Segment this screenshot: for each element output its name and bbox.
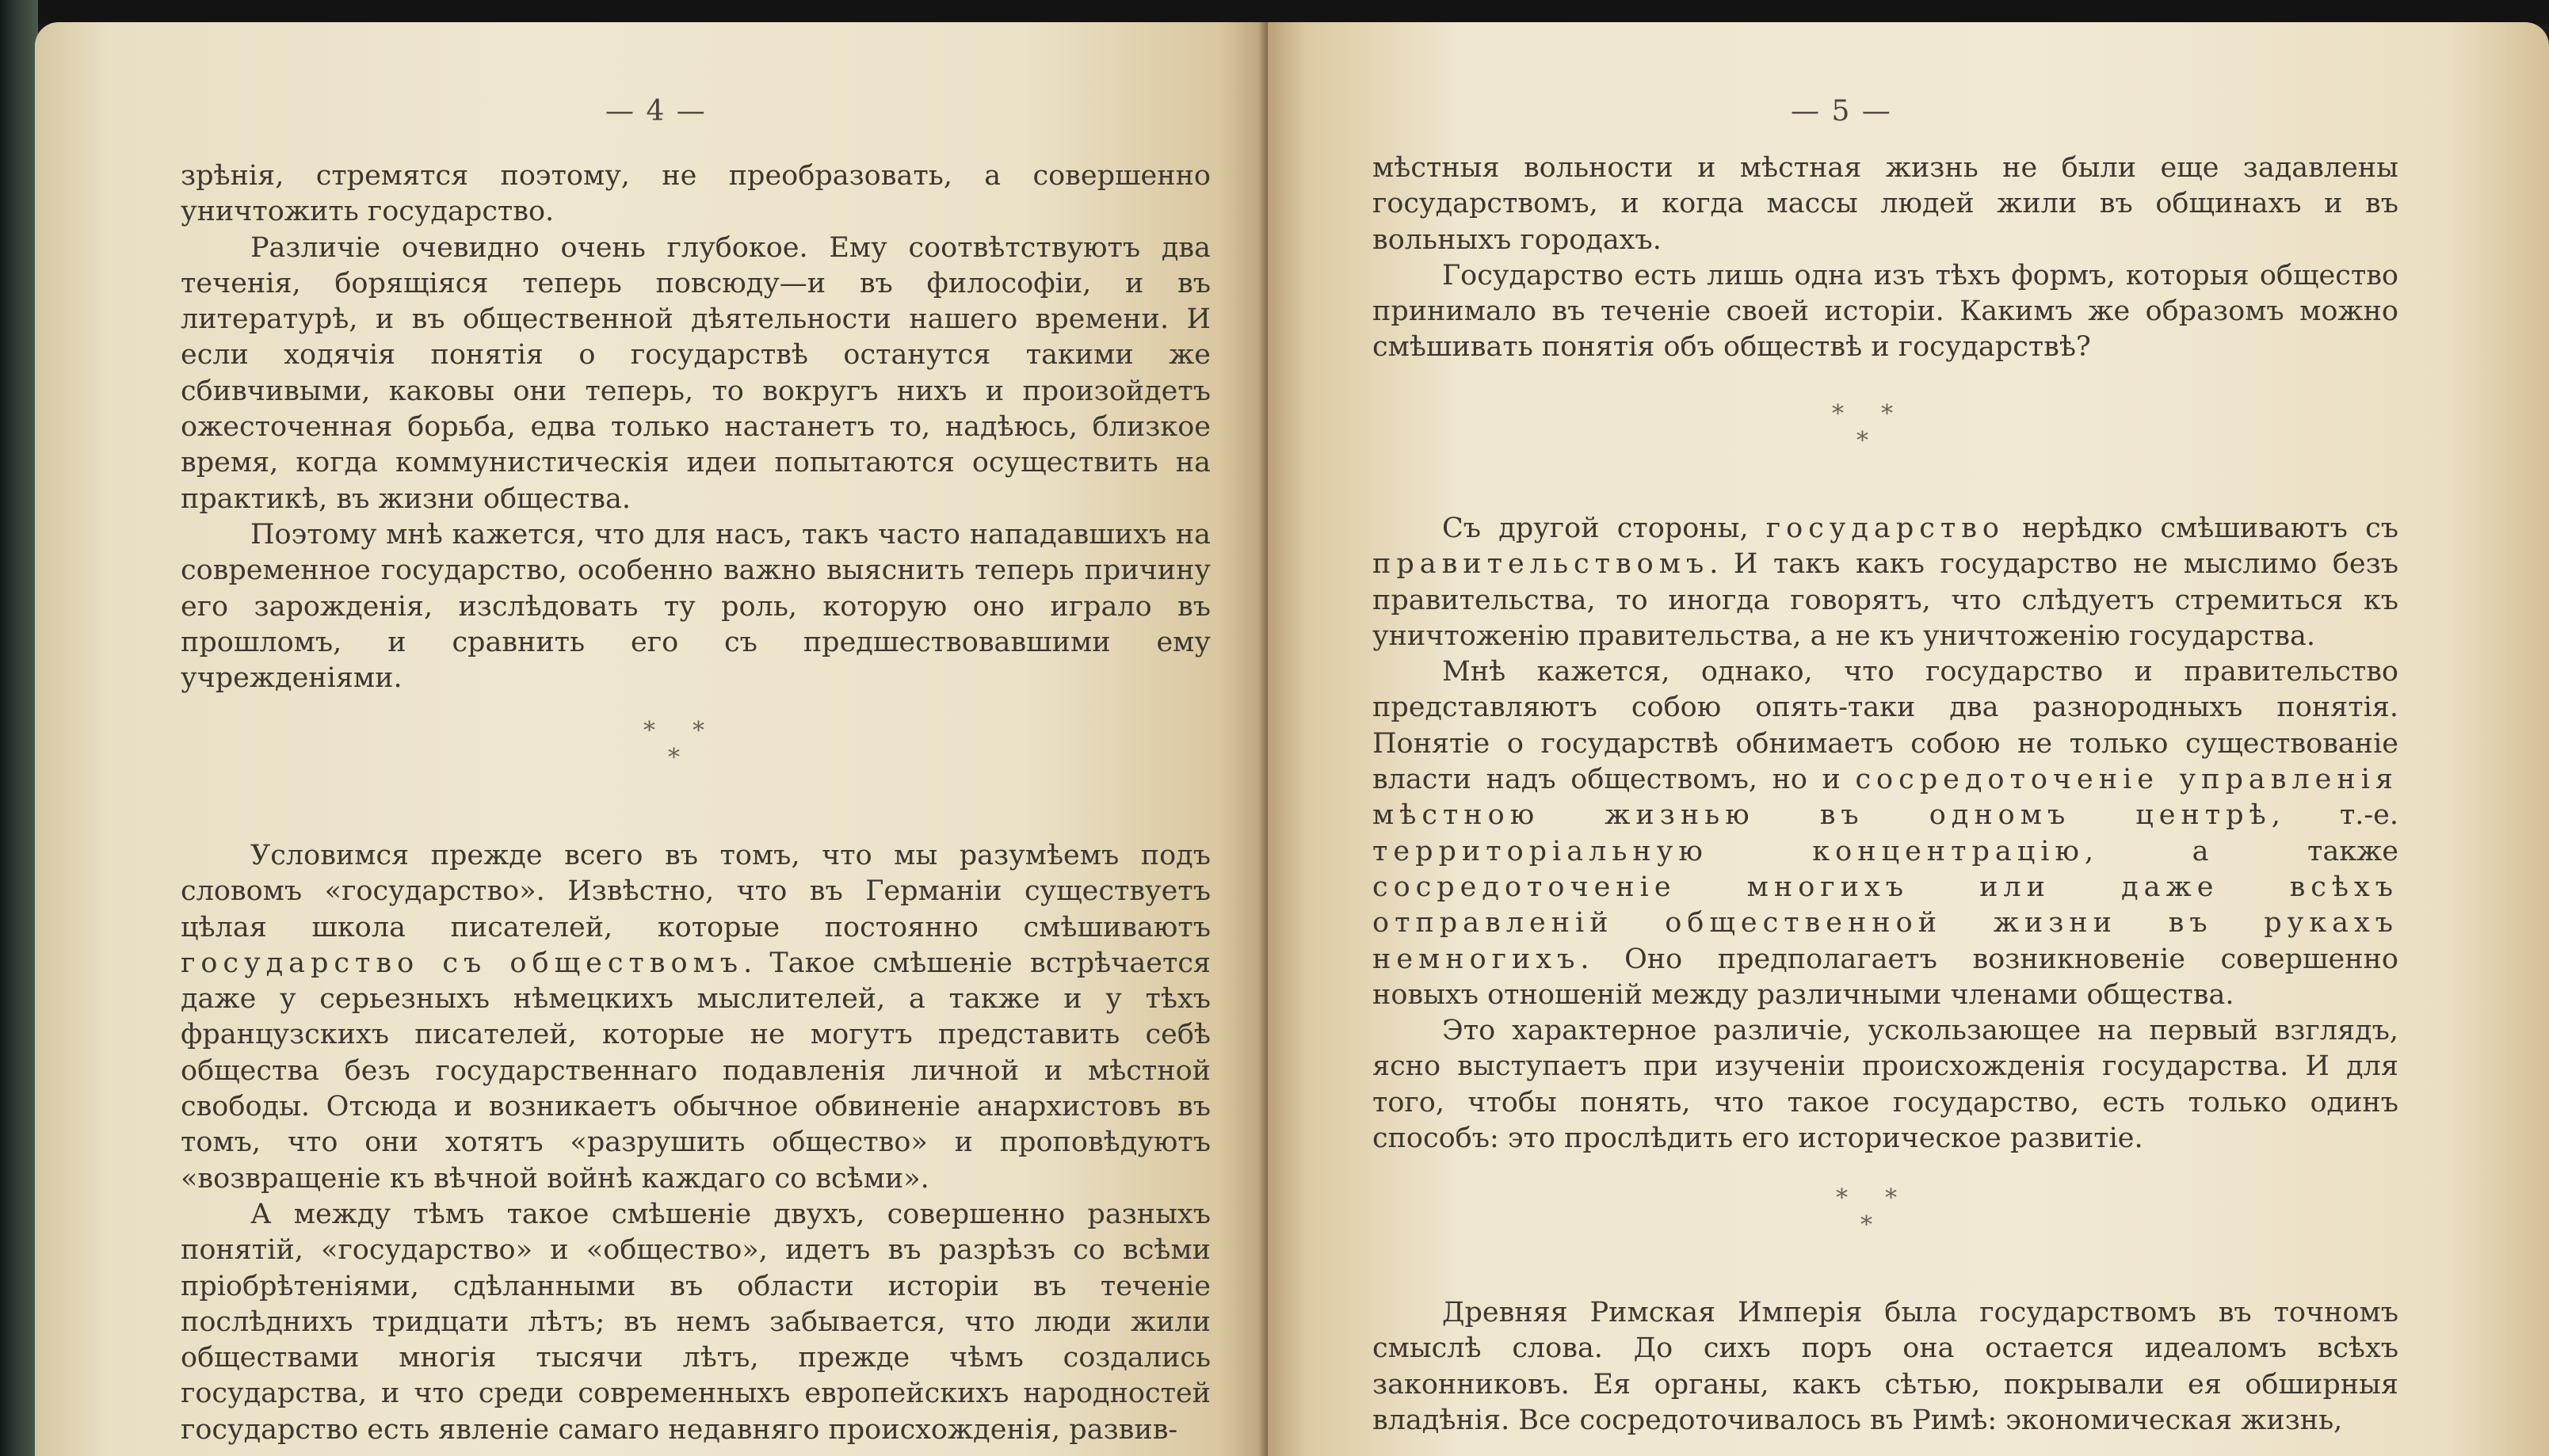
text-run: Мнѣ кажется, однако, что государство и правительство представляютъ собою опять-таки два разнородныхъ понятія. Понятіе о государствѣ обнимаетъ собою не только существованіе власти надъ обществомъ, но и: [1372, 656, 2398, 796]
paragraph: Различіе очевидно очень глубокое. Ему соотвѣтствуютъ два теченія, борящіяся теперь повсюду—и въ философіи, и въ литературѣ, и въ общественной дѣятельности нашего времени. И если ходячія понятія о государствѣ останутся такими же сбивчивыми, каковы они теперь, то вокругъ нихъ и произойдетъ ожесточенная борьба, едва только настанетъ то, надѣюсь, близкое время, когда коммунистическія идеи попытаются осуществить на практикѣ, въ жизни общества.: [181, 231, 1211, 515]
text-run: . Оно предполагаетъ возникновеніе совершенно новыхъ отношеній между различными членами общества.: [1372, 943, 2398, 1011]
spaced-emphasis: государство съ обществомъ: [181, 947, 744, 979]
paragraph: А между тѣмъ такое смѣшеніе двухъ, совершенно разныхъ понятій, «государство» и «общество», идетъ въ разрѣзъ со всѣми пріобрѣтеніями, сдѣланными въ области исторіи въ теченіе послѣднихъ тридцати лѣтъ; въ немъ забывается, что люди жили обществами многія тысячи лѣтъ, прежде чѣмъ создались государства, и что среди современныхъ европейскихъ народностей государство есть явленіе самаго недавняго происхожденія, развив-: [181, 1198, 1211, 1446]
right-text-block-3: [1372, 1295, 2398, 1439]
paragraph: [181, 838, 1211, 1197]
star-glyph: *: [1860, 1211, 1872, 1239]
star-glyph: *: [643, 717, 655, 745]
right-text-block-2: [1372, 511, 2398, 1157]
paragraph: Государство есть лишь одна изъ тѣхъ формъ, которыя общество принимало въ теченіе своей исторіи. Какимъ же образомъ можно смѣшивать понятія объ обществѣ и государствѣ?: [1372, 259, 2398, 364]
text-run: нерѣдко смѣшиваютъ съ: [2004, 513, 2398, 544]
paragraph: Древняя Римская Имперія была государствомъ въ точномъ смыслѣ слова. До сихъ поръ она остается идеаломъ всѣхъ законниковъ. Ея органы, какъ сѣтью, покрывали ея обширныя владѣнія. Все сосредоточивалось въ Римѣ: экономическая жизнь,: [1372, 1297, 2398, 1436]
spaced-emphasis: государство: [1765, 513, 2005, 544]
paragraph: Это характерное различіе, ускользающее на первый взглядъ, ясно выступаетъ при изученіи происхожденія государства. И для того, чтобы понять, что такое государство, есть только одинъ способъ: это прослѣдить его историческое развитіе.: [1372, 1015, 2398, 1155]
page-number-5: — 5 —: [1791, 95, 1892, 128]
section-divider-stars: [1818, 1184, 1977, 1240]
paragraph: [1372, 654, 2398, 1013]
text-run: . И такъ какъ государство не мыслимо безъ правительства, то иногда говорятъ, что слѣдуетъ стремиться къ уничтоженію правительства, а не къ уничтоженію государства.: [1372, 548, 2398, 652]
paragraph: зрѣнія, стремятся поэтому, не преобразовать, а совершенно уничтожить государство.: [181, 160, 1211, 228]
section-divider-stars: [626, 717, 784, 772]
star-glyph: *: [693, 717, 704, 745]
spaced-emphasis: территоріальную концентрацію: [1372, 835, 2085, 867]
text-run: , а также: [2084, 835, 2398, 867]
star-glyph: *: [1881, 400, 1893, 428]
spaced-emphasis: сосредоточеніе многихъ или даже всѣхъ отправленій общественной жизни въ рукахъ немногихъ: [1372, 871, 2398, 975]
scan-top-edge: [0, 0, 2549, 24]
spaced-emphasis: сосредоточеніе управленія мѣстною жизнью въ одномъ центрѣ: [1372, 764, 2398, 832]
paragraph: мѣстныя вольности и мѣстная жизнь не были еще задавлены государствомъ, и когда массы людей жили въ общинахъ и въ вольныхъ городахъ.: [1372, 152, 2398, 256]
scan-left-edge: [0, 0, 38, 1456]
page-number-4: — 4 —: [605, 95, 707, 128]
right-text-block-1: [1372, 151, 2398, 366]
star-glyph: *: [1832, 400, 1844, 428]
star-glyph: *: [668, 744, 680, 772]
star-glyph: *: [1885, 1184, 1897, 1212]
text-run: . Такое смѣшеніе встрѣчается даже у серьезныхъ нѣмецкихъ мыслителей, а также и у тѣхъ французскихъ писателей, которые не могутъ представить себѣ общества безъ государственнаго подавленія личной и мѣстной свободы. Отсюда и возникаетъ обычное обвиненіе анархистовъ въ томъ, что они хотятъ «разрушить общество» и проповѣдуютъ «возвращеніе къ вѣчной войнѣ каждаго со всѣми».: [181, 947, 1211, 1195]
left-text-block-2: [181, 838, 1211, 1448]
left-text-block-1: [181, 158, 1211, 696]
text-run: Съ другой стороны,: [1442, 513, 1766, 544]
star-glyph: *: [1856, 427, 1868, 455]
star-glyph: *: [1836, 1184, 1848, 1212]
text-run: Условимся прежде всего въ томъ, что мы разумѣемъ подъ словомъ «государство». Извѣстно, что въ Германіи существуетъ цѣлая школа писателей, которые постоянно смѣшиваютъ: [181, 840, 1211, 943]
text-run: , т.-е.: [2271, 799, 2399, 832]
spaced-emphasis: правительствомъ: [1372, 548, 1710, 581]
paragraph: [1372, 511, 2398, 654]
paragraph: Поэтому мнѣ кажется, что для насъ, такъ часто нападавшихъ на современное государство, особенно важно выяснить теперь причину его зарожденія, изслѣдовать ту роль, которую оно играло въ прошломъ, и сравнить его съ предшествовавшими ему учрежденіями.: [181, 518, 1211, 695]
section-divider-stars: [1814, 400, 1973, 455]
